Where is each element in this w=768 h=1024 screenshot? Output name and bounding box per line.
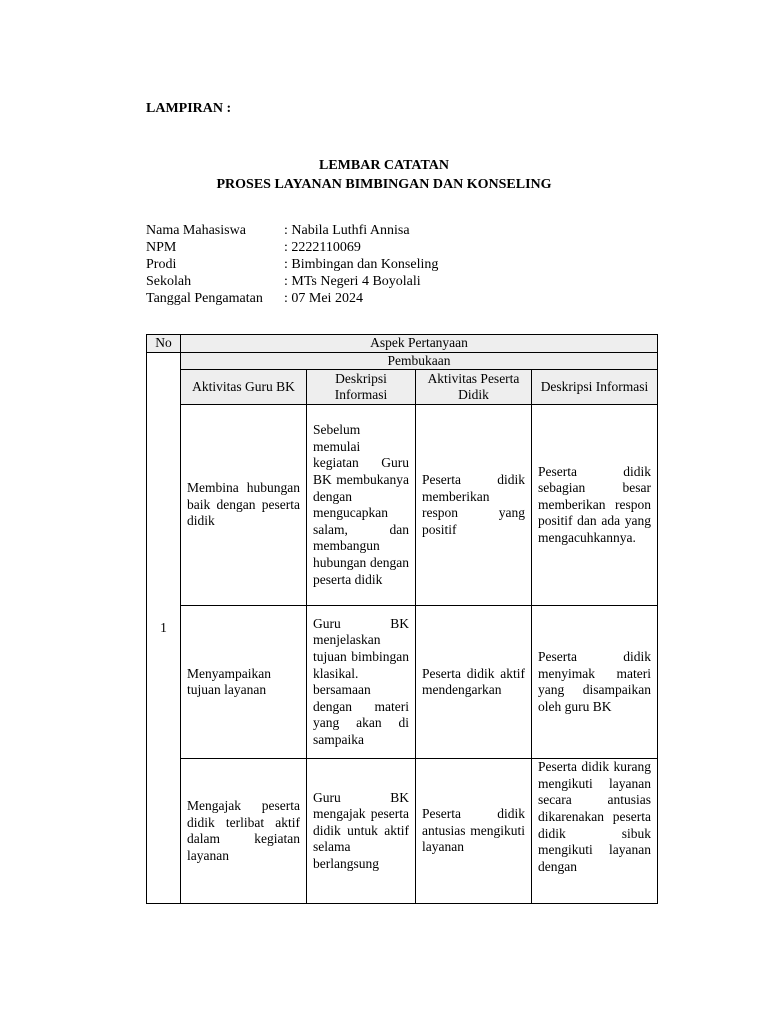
observation-table <box>146 334 658 904</box>
document-subtitle: PROSES LAYANAN BIMBINGAN DAN KONSELING <box>216 177 552 192</box>
info-label: NPM <box>146 240 177 255</box>
subheader-deskripsi-siswa: Deskripsi Informasi <box>532 370 658 405</box>
info-row-tanggal <box>146 290 438 307</box>
cell-aktivitas-siswa: Peserta didik aktif mendengarkan <box>416 606 532 759</box>
cell-deskripsi-guru: Sebelum memulai kegiatan Guru BK membukanya dengan mengucapkan salam, dan membangun hubungan dengan peserta didik <box>307 405 416 606</box>
cell-deskripsi-siswa: Peserta didik sebagian besar memberikan respon positif dan ada yang mengacuhkannya. <box>532 405 658 606</box>
info-value: : Bimbingan dan Konseling <box>284 257 439 272</box>
document-title: LEMBAR CATATAN <box>318 158 450 173</box>
info-value: : 2222110069 <box>284 240 361 255</box>
info-value: : 07 Mei 2024 <box>284 291 363 306</box>
info-value: : Nabila Luthfi Annisa <box>284 223 410 238</box>
subheader-aktivitas-guru: Aktivitas Guru BK <box>181 370 307 405</box>
table-row <box>147 405 658 606</box>
header-no: No <box>147 335 181 353</box>
cell-deskripsi-guru: Guru BK menjelaskan tujuan bimbingan klasikal. bersamaan dengan materi yang akan di sampaika <box>307 606 416 759</box>
cell-aktivitas-siswa: Peserta didik memberikan respon yang positif <box>416 405 532 606</box>
row-number: 1 <box>147 352 181 904</box>
info-row-npm <box>146 239 438 256</box>
info-label: Prodi <box>146 257 177 272</box>
info-row-name <box>146 222 438 239</box>
cell-deskripsi-siswa: Peserta didik menyimak materi yang disampaikan oleh guru BK <box>532 606 658 759</box>
info-row-sekolah <box>146 273 438 290</box>
cell-deskripsi-guru: Guru BK mengajak peserta didik untuk aktif selama berlangsung <box>307 759 416 904</box>
info-label: Sekolah <box>146 274 192 289</box>
info-row-prodi <box>146 256 438 273</box>
info-value: : MTs Negeri 4 Boyolali <box>284 274 421 289</box>
cell-aktivitas-siswa: Peserta didik antusias mengikuti layanan <box>416 759 532 904</box>
cell-aktivitas-guru: Membina hubungan baik dengan peserta didik <box>181 405 307 606</box>
header-aspek: Aspek Pertanyaan <box>181 335 658 353</box>
cell-aktivitas-guru: Mengajak peserta didik terlibat aktif dalam kegiatan layanan <box>181 759 307 904</box>
section-header: Pembukaan <box>181 352 658 370</box>
cell-deskripsi-siswa: Peserta didik kurang mengikuti layanan secara antusias dikarenakan peserta didik sibuk mengikuti layanan dengan <box>532 759 658 904</box>
student-info <box>146 222 438 307</box>
table-row <box>147 759 658 904</box>
subheader-deskripsi-guru: Deskripsi Informasi <box>307 370 416 405</box>
info-label: Tanggal Pengamatan <box>146 291 263 306</box>
lampiran-heading: LAMPIRAN : <box>146 101 232 116</box>
subheader-aktivitas-siswa: Aktivitas Peserta Didik <box>416 370 532 405</box>
info-label: Nama Mahasiswa <box>146 223 246 238</box>
cell-aktivitas-guru: Menyampaikan tujuan layanan <box>181 606 307 759</box>
table-row <box>147 606 658 759</box>
